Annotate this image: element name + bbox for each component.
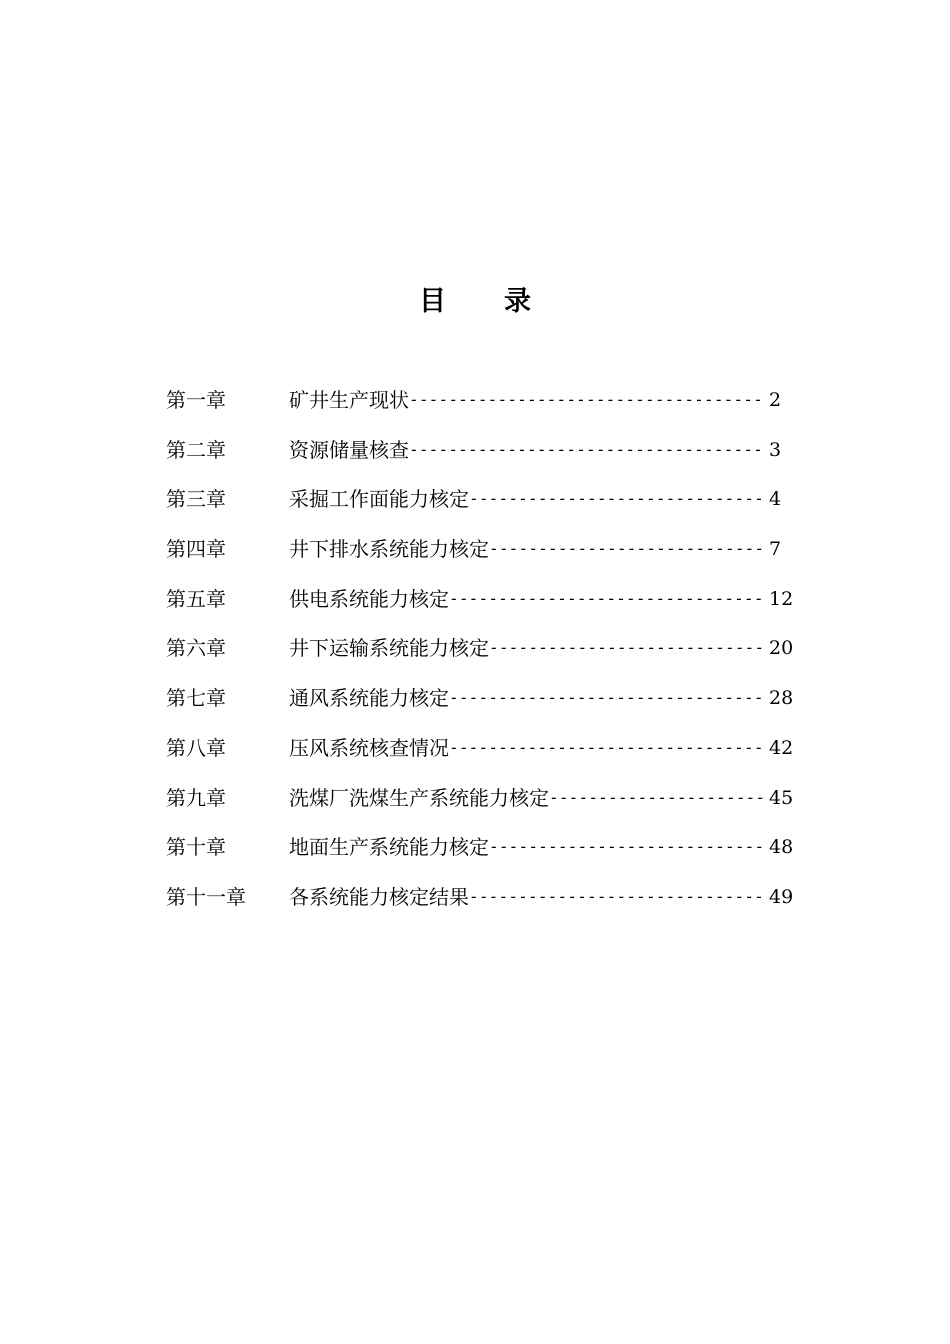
toc-dot-leader: ---------------------------- — [489, 539, 765, 559]
toc-chapter-label: 第九章 — [166, 785, 226, 810]
toc-chapter-label: 第一章 — [166, 388, 226, 412]
toc-chapter-title: 各系统能力核定结果 — [289, 884, 469, 909]
toc-page-number: 7 — [769, 538, 782, 561]
toc-page-number: 20 — [769, 637, 794, 660]
toc-dot-leader: ------------------------------ — [469, 489, 764, 509]
toc-entry[interactable] — [166, 828, 806, 878]
toc-entry[interactable] — [166, 729, 806, 779]
toc-page-number: 3 — [769, 438, 782, 461]
title-char-1: 目 — [419, 286, 446, 317]
toc-dot-leader: ---------------------- — [549, 787, 766, 807]
toc-entry[interactable] — [166, 878, 806, 928]
toc-chapter-label: 第八章 — [166, 735, 226, 760]
toc-page-number: 45 — [769, 786, 794, 809]
toc-entry[interactable] — [166, 480, 806, 530]
toc-chapter-title: 井下排水系统能力核定 — [289, 537, 489, 562]
toc-chapter-label: 第二章 — [166, 437, 226, 462]
toc-chapter-label: 第三章 — [166, 487, 226, 512]
toc-entry[interactable] — [166, 779, 806, 829]
toc-chapter-title: 洗煤厂洗煤生产系统能力核定 — [289, 785, 549, 810]
title-char-2: 录 — [504, 286, 531, 317]
toc-dot-leader: ------------------------------------ — [409, 390, 763, 409]
toc-page-number: 2 — [769, 389, 782, 411]
toc-chapter-title: 矿井生产现状 — [289, 388, 409, 412]
toc-chapter-title: 供电系统能力核定 — [289, 586, 449, 611]
toc-dot-leader: -------------------------------- — [449, 737, 764, 757]
table-of-contents — [166, 381, 806, 928]
toc-chapter-label: 第四章 — [166, 537, 226, 562]
page-title — [0, 282, 950, 322]
toc-page-number: 48 — [769, 836, 794, 859]
toc-entry[interactable] — [166, 629, 806, 679]
toc-page-number: 42 — [769, 736, 794, 759]
toc-chapter-label: 第十章 — [166, 835, 226, 860]
toc-chapter-label: 第十一章 — [166, 884, 246, 909]
toc-dot-leader: ---------------------------- — [489, 837, 765, 857]
toc-entry[interactable] — [166, 431, 806, 481]
toc-dot-leader: ------------------------------ — [469, 886, 764, 906]
toc-page-number: 28 — [769, 687, 794, 710]
toc-dot-leader: ------------------------------------ — [409, 439, 763, 459]
toc-chapter-title: 压风系统核查情况 — [289, 735, 449, 760]
toc-chapter-title: 资源储量核查 — [289, 437, 409, 462]
toc-page-number: 49 — [769, 885, 794, 908]
toc-entry[interactable] — [166, 679, 806, 729]
toc-page-number: 4 — [769, 488, 782, 511]
toc-chapter-title: 井下运输系统能力核定 — [289, 636, 489, 661]
toc-chapter-title: 采掘工作面能力核定 — [289, 487, 469, 512]
toc-chapter-label: 第七章 — [166, 686, 226, 711]
toc-chapter-label: 第五章 — [166, 586, 226, 611]
toc-entry[interactable] — [166, 530, 806, 580]
toc-dot-leader: ---------------------------- — [489, 638, 765, 658]
toc-dot-leader: -------------------------------- — [449, 688, 764, 708]
toc-chapter-title: 地面生产系统能力核定 — [289, 835, 489, 860]
toc-dot-leader: -------------------------------- — [449, 588, 764, 608]
toc-chapter-title: 通风系统能力核定 — [289, 686, 449, 711]
toc-entry[interactable] — [166, 580, 806, 630]
toc-entry[interactable] — [166, 381, 806, 431]
toc-page-number: 12 — [769, 587, 794, 610]
toc-chapter-label: 第六章 — [166, 636, 226, 661]
